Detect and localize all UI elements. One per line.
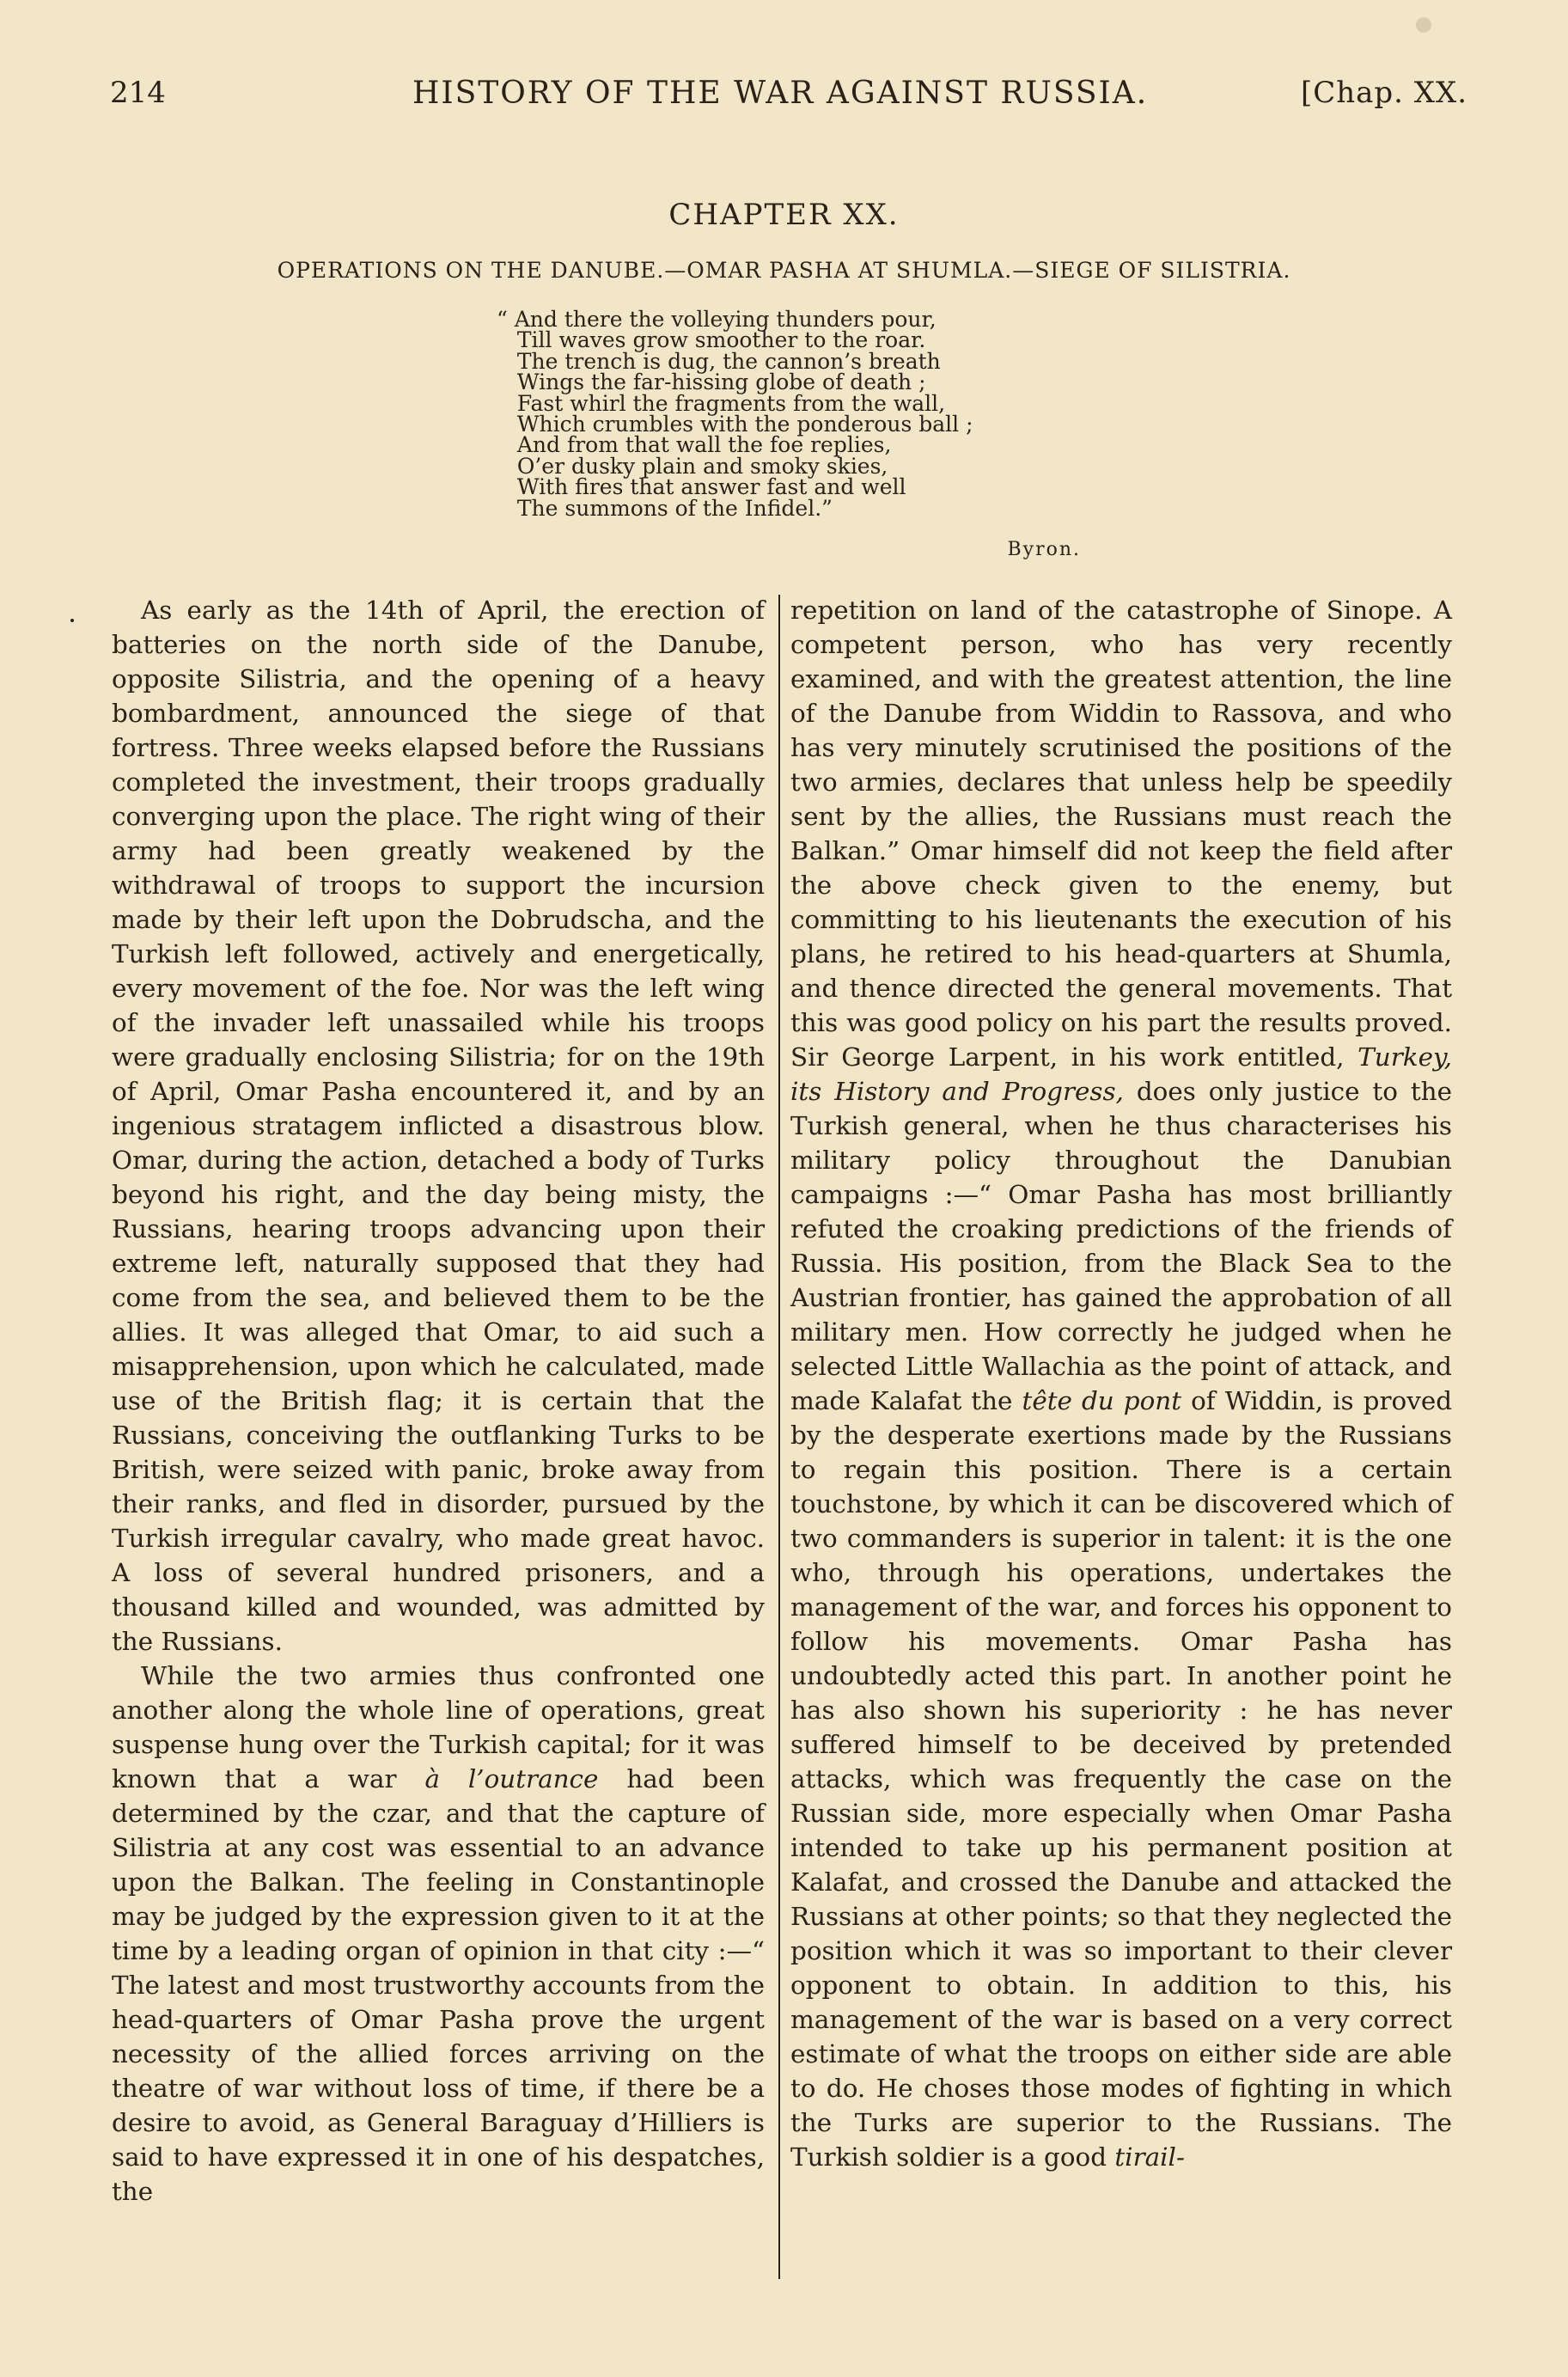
text-run: does only justice to the Turkish general, when he thus characterises his military policy throughout the Danubian campaigns :—“ Omar Pasha has most brilliantly refuted the croaking predictions of the friends of Russia. His position, from the Black Sea to the Austrian frontier, has gained the approbation of all military men. How correctly he judged when he selected Little Wallachia as the point of attack, and made Kalafat the (790, 1077, 1452, 1415)
chapter-title: OPERATIONS ON THE DANUBE.—OMAR PASHA AT SHUMLA.—SIEGE OF SILISTRIA. (277, 258, 1291, 283)
paragraph: As early as the 14th of April, the erection of batteries on the north side of the Danube, opposite Silistria, and the opening of a heavy bombardment, announced the siege of that fortress. Three weeks elapsed before the Russians completed the investment, their troops gradually converging upon the place. The right wing of their army had been greatly weakened by the withdrawal of troops to support the incursion made by their left upon the Dobrudscha, and the Turkish left followed, actively and energetically, every movement of the foe. Nor was the left wing of the invader left unassailed while his troops were gradually enclosing Silistria; for on the 19th of April, Omar Pasha encountered it, and by an ingenious stratagem inflicted a disastrous blow. Omar, during the action, detached a body of Turks beyond his right, and the day being misty, the Russians, hearing troops advancing upon their extreme left, naturally supposed that they had come from the sea, and believed them to be the allies. It was alleged that Omar, to aid such a misapprehension, upon which he calculated, made use of the British flag; it is certain that the Russians, conceiving the outflanking Turks to be British, were seized with panic, broke away from their ranks, and fled in disorder, pursued by the Turkish irregular cavalry, who made great havoc. A loss of several hundred prisoners, and a thousand killed and wounded, was admitted by the Russians. (112, 596, 765, 1656)
epigraph-line: The trench is dug, the cannon’s breath (497, 348, 941, 374)
running-title: HISTORY OF THE WAR AGAINST RUSSIA. (412, 76, 1149, 111)
ink-blot (1416, 17, 1431, 33)
column-rule (778, 595, 780, 2279)
paragraph (112, 1659, 765, 2209)
epigraph-line: Fast whirl the fragments from the wall, (497, 390, 946, 416)
italic-phrase: tête du pont (1022, 1386, 1182, 1415)
epigraph-line: O’er dusky plain and smoky skies, (497, 453, 888, 479)
right-column (790, 593, 1452, 2174)
paragraph (790, 593, 1452, 2174)
page-number: 214 (110, 76, 166, 110)
epigraph-line: And from that wall the foe replies, (497, 432, 892, 458)
epigraph-line: Which crumbles with the ponderous ball ; (497, 412, 973, 437)
margin-mark (70, 619, 74, 622)
epigraph-line: With fires that answer fast and well (497, 474, 906, 500)
epigraph-line: Wings the far-hissing globe of death ; (497, 370, 926, 395)
italic-phrase: tirail- (1114, 2142, 1185, 2172)
book-title: Turkey, its History and Progress, (790, 1042, 1452, 1106)
text-run: repetition on land of the catastrophe of Sinope. A competent person, who has very recently examined, and with the greatest attention, the line of the Danube from Widdin to Rassova, and who has very minutely scrutinised the positions of the two armies, declares that unless help be speedily sent by the allies, the Russians must reach the Balkan.” Omar himself did not keep the field after the above check given to the enemy, but committing to his lieutenants the execution of his plans, he retired to his head-quarters at Shumla, and thence directed the general movements. That this was good policy on his part the results proved. Sir George Larpent, in his work entitled, (790, 596, 1452, 1072)
epigraph (497, 307, 1115, 560)
chapter-number: CHAPTER XX. (668, 198, 900, 232)
italic-phrase: à l’outrance (424, 1764, 599, 1793)
text-run: had been determined by the czar, and that the capture of Silistria at any cost was essential to an advance upon the Balkan. The feeling in Constantinople may be judged by the expression given to it at the time by a leading organ of opinion in that city :—“ The latest and most trustworthy accounts from the head-quarters of Omar Pasha prove the urgent necessity of the allied forces arriving on the theatre of war without loss of time, if there be a desire to avoid, as General Baraguay d’Hilliers is said to have expressed it in one of his despatches, the (112, 1764, 766, 2206)
epigraph-line: The summons of the Infidel.” (497, 495, 833, 521)
left-column (112, 593, 765, 2209)
epigraph-author: Byron. (1007, 539, 1081, 560)
epigraph-line: Till waves grow smoother to the roar. (497, 327, 926, 353)
epigraph-line: “ And there the volleying thunders pour, (497, 307, 937, 332)
text-run: While the two armies thus confronted one another along the whole line of operations, great suspense hung over the Turkish capital; for it was known that a war (112, 1661, 765, 1793)
running-header (110, 76, 1467, 127)
text-run: of Widdin, is proved by the desperate exertions made by the Russians to regain this position. There is a certain touchstone, by which it can be discovered which of two commanders is superior in talent: it is the one who, through his operations, undertakes the management of the war, and forces his opponent to follow his movements. Omar Pasha has undoubtedly acted this part. In another point he has also shown his superiority : he has never suffered himself to be deceived by pretended attacks, which was frequently the case on the Russian side, more especially when Omar Pasha intended to take up his permanent position at Kalafat, and crossed the Danube and attacked the Russians at other points; so that they neglected the position which it was so important to their clever opponent to obtain. In addition to this, his management of the war is based on a very correct estimate of what the troops on either side are able to do. He choses those modes of fighting in which the Turks are superior to the Russians. The Turkish soldier is a good (790, 1386, 1453, 2172)
chapter-reference: [Chap. XX. (1300, 76, 1467, 110)
